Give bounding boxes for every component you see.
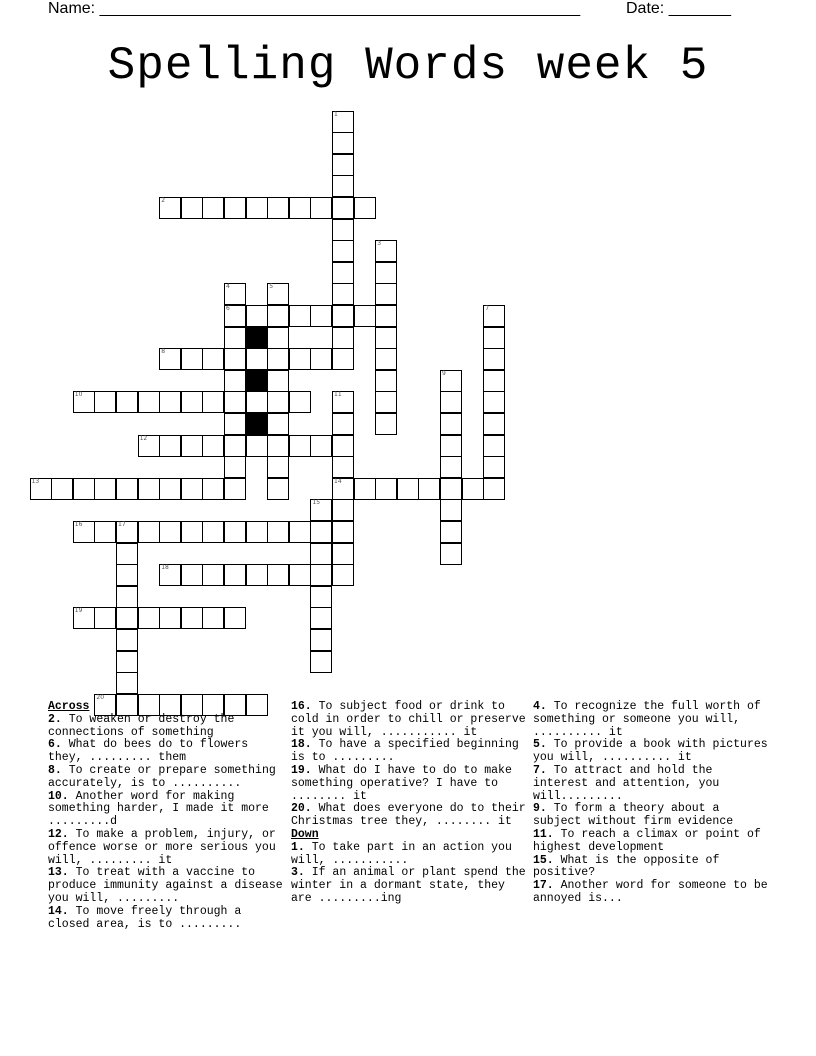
crossword-cell[interactable]: [224, 348, 246, 370]
crossword-cell[interactable]: [181, 607, 203, 629]
crossword-cell[interactable]: [224, 370, 246, 392]
clue-number-label: 1.: [291, 840, 305, 854]
crossword-cell[interactable]: [267, 564, 289, 586]
crossword-cell[interactable]: [440, 456, 462, 478]
clue-number-label: 18.: [291, 738, 312, 752]
crossword-cell[interactable]: [440, 499, 462, 521]
crossword-cell[interactable]: [267, 197, 289, 219]
crossword-cell[interactable]: [332, 111, 354, 133]
crossword-cell[interactable]: [202, 348, 224, 370]
crossword-cell[interactable]: [483, 305, 505, 327]
clues-column-3: [533, 701, 773, 906]
crossword-cell[interactable]: [159, 197, 181, 219]
clue-number-label: 20.: [291, 802, 312, 816]
crossword-cell[interactable]: [224, 478, 246, 500]
crossword-cell[interactable]: [289, 197, 311, 219]
crossword-cell[interactable]: [181, 478, 203, 500]
crossword-cell[interactable]: [332, 564, 354, 586]
clue-number: 8: [161, 348, 166, 356]
clue-number-label: 7.: [533, 763, 547, 777]
clue-item: [48, 714, 283, 740]
crossword-cell[interactable]: [224, 456, 246, 478]
crossword-cell[interactable]: [310, 499, 332, 521]
crossword-cell[interactable]: [246, 305, 268, 327]
clue-item: [291, 803, 526, 829]
crossword-cell[interactable]: [354, 197, 376, 219]
crossword-cell[interactable]: [224, 197, 246, 219]
crossword-cell[interactable]: [73, 607, 95, 629]
crossword-cell[interactable]: [267, 370, 289, 392]
crossword-cell[interactable]: [332, 327, 354, 349]
clue-number-label: 17.: [533, 879, 554, 893]
crossword-cell[interactable]: [440, 543, 462, 565]
crossword-cell[interactable]: [224, 305, 246, 327]
clue-item: [533, 855, 773, 881]
clue-text: To create or prepare something accurately, is to ..........: [48, 763, 276, 790]
crossword-cell[interactable]: [116, 607, 138, 629]
crossword-cell[interactable]: [138, 521, 160, 543]
crossword-cell[interactable]: [181, 564, 203, 586]
crossword-cell[interactable]: [224, 283, 246, 305]
crossword-cell[interactable]: [375, 413, 397, 435]
crossword-cell[interactable]: [375, 391, 397, 413]
crossword-cell[interactable]: [483, 391, 505, 413]
clue-number-label: 3.: [291, 866, 305, 880]
crossword-cell[interactable]: [375, 478, 397, 500]
crossword-cell[interactable]: [202, 521, 224, 543]
clue-text: Another word for someone to be annoyed is...: [533, 879, 768, 905]
crossword-cell[interactable]: [310, 435, 332, 457]
crossword-cell[interactable]: [310, 629, 332, 651]
crossword-cell[interactable]: [483, 456, 505, 478]
crossword-cell[interactable]: [267, 348, 289, 370]
crossword-cell[interactable]: [332, 543, 354, 565]
crossword-cell[interactable]: [224, 413, 246, 435]
clue-number: 9: [442, 369, 446, 377]
clue-number: 11: [334, 391, 342, 399]
clue-number-label: 6.: [48, 738, 62, 752]
crossword-cell[interactable]: [224, 435, 246, 457]
clue-number: 6: [226, 305, 230, 312]
crossword-cell[interactable]: [138, 607, 160, 629]
clue-number: 17: [118, 521, 126, 528]
crossword-cell[interactable]: [483, 435, 505, 457]
clue-text: To form a theory about a subject without firm evidence: [533, 802, 734, 829]
crossword-cell[interactable]: [159, 564, 181, 586]
crossword-cell[interactable]: [181, 435, 203, 457]
black-cell: [246, 327, 268, 349]
clue-item: [291, 867, 526, 905]
crossword-cell[interactable]: [332, 456, 354, 478]
date-field[interactable]: Date: _______: [626, 0, 731, 17]
crossword-cell[interactable]: [440, 435, 462, 457]
crossword-cell[interactable]: [332, 197, 354, 219]
crossword-cell[interactable]: [246, 348, 268, 370]
crossword-cell[interactable]: [159, 348, 181, 370]
clue-number-label: 8.: [48, 763, 62, 777]
crossword-cell[interactable]: [116, 521, 138, 543]
crossword-cell[interactable]: [332, 391, 354, 413]
crossword-cell[interactable]: [116, 543, 138, 565]
clue-item: [533, 739, 773, 765]
crossword-cell[interactable]: [332, 521, 354, 543]
crossword-cell[interactable]: [440, 478, 462, 500]
clue-item: [533, 803, 773, 829]
clue-number-label: 10.: [48, 789, 69, 803]
crossword-cell[interactable]: [483, 327, 505, 349]
crossword-cell[interactable]: [310, 564, 332, 586]
crossword-cell[interactable]: [375, 348, 397, 370]
crossword-cell[interactable]: [116, 629, 138, 651]
crossword-cell[interactable]: [332, 348, 354, 370]
crossword-cell[interactable]: [462, 478, 484, 500]
clue-number: 13: [31, 477, 40, 485]
crossword-cell[interactable]: [202, 607, 224, 629]
crossword-cell[interactable]: [138, 435, 160, 457]
crossword-cell[interactable]: [332, 499, 354, 521]
clue-text: To take part in an action you will, ...........: [291, 840, 512, 867]
across-heading: Across: [48, 700, 90, 713]
crossword-cell[interactable]: [332, 283, 354, 305]
clue-item: [291, 842, 526, 868]
crossword-cell[interactable]: [116, 478, 138, 500]
black-cell: [246, 413, 268, 435]
crossword-cell[interactable]: [94, 478, 116, 500]
crossword-cell[interactable]: [246, 197, 268, 219]
clue-number: 2: [161, 197, 166, 204]
crossword-cell[interactable]: [375, 240, 397, 262]
clue-number: 14: [334, 477, 342, 485]
crossword-cell[interactable]: [289, 305, 311, 327]
clue-text: To subject food or drink to cold in order to chill or preserve it you will, ........... it: [291, 700, 526, 739]
crossword-cell[interactable]: [159, 435, 181, 457]
clue-item: [533, 880, 773, 906]
clue-number: 15: [312, 499, 321, 507]
crossword-cell[interactable]: [332, 478, 354, 500]
clue-text: What do bees do to flowers they, ......... them: [48, 738, 249, 765]
clue-number: 10: [74, 391, 83, 399]
crossword-cell[interactable]: [440, 370, 462, 392]
crossword-cell[interactable]: [332, 262, 354, 284]
clue-number-label: 15.: [533, 853, 554, 867]
clue-item: [533, 701, 773, 739]
crossword-cell[interactable]: [332, 219, 354, 241]
crossword-cell[interactable]: [289, 521, 311, 543]
crossword-cell[interactable]: [116, 391, 138, 413]
crossword-cell[interactable]: [289, 435, 311, 457]
clue-item: [48, 739, 283, 765]
crossword-cell[interactable]: [94, 607, 116, 629]
crossword-cell[interactable]: [375, 262, 397, 284]
crossword-cell[interactable]: [224, 327, 246, 349]
crossword-cell[interactable]: [310, 348, 332, 370]
clue-text: If an animal or plant spend the winter in a dormant state, they are .........ing: [291, 866, 526, 905]
clue-number-label: 13.: [48, 866, 69, 880]
crossword-cell[interactable]: [310, 543, 332, 565]
crossword-cell[interactable]: [159, 521, 181, 543]
clue-number-label: 11.: [533, 827, 554, 841]
crossword-cell[interactable]: [181, 197, 203, 219]
crossword-cell[interactable]: [332, 240, 354, 262]
crossword-cell[interactable]: [440, 391, 462, 413]
black-cell: [246, 370, 268, 392]
crossword-cell[interactable]: [375, 283, 397, 305]
crossword-cell[interactable]: [375, 370, 397, 392]
crossword-cell[interactable]: [310, 607, 332, 629]
crossword-cell[interactable]: [332, 305, 354, 327]
clue-item: [48, 829, 283, 867]
clue-item: [291, 765, 526, 803]
clue-number: 1: [334, 110, 338, 118]
crossword-cell[interactable]: [181, 521, 203, 543]
clue-item: [48, 906, 283, 932]
clue-number-label: 14.: [48, 904, 69, 918]
clue-text: What is the opposite of positive?: [533, 853, 720, 880]
crossword-cell[interactable]: [224, 564, 246, 586]
crossword-cell[interactable]: [267, 283, 289, 305]
name-field[interactable]: Name: ______________________________________________________: [48, 0, 581, 17]
crossword-cell[interactable]: [310, 305, 332, 327]
crossword-cell[interactable]: [310, 197, 332, 219]
clue-number: 4: [226, 283, 230, 291]
crossword-cell[interactable]: [289, 348, 311, 370]
clue-text: To recognize the full worth of something or someone you will, .......... it: [533, 700, 761, 739]
clue-item: [533, 829, 773, 855]
crossword-cell[interactable]: [397, 478, 419, 500]
clue-number: 19: [74, 607, 83, 615]
clues-column-1: [48, 701, 283, 931]
crossword-cell[interactable]: [332, 132, 354, 154]
crossword-cell[interactable]: [159, 391, 181, 413]
crossword-cell[interactable]: [310, 521, 332, 543]
crossword-cell[interactable]: [418, 478, 440, 500]
clue-item: [48, 791, 283, 829]
crossword-cell[interactable]: [224, 607, 246, 629]
crossword-cell[interactable]: [246, 564, 268, 586]
crossword-cell[interactable]: [440, 413, 462, 435]
crossword-cell[interactable]: [332, 413, 354, 435]
crossword-cell[interactable]: [310, 651, 332, 673]
crossword-cell[interactable]: [181, 348, 203, 370]
clue-item: [48, 765, 283, 791]
clue-text: To have a specified beginning is to .........: [291, 738, 519, 765]
crossword-cell[interactable]: [73, 521, 95, 543]
crossword-cell[interactable]: [483, 370, 505, 392]
clue-number: 5: [269, 283, 274, 291]
clue-number: 16: [74, 521, 83, 528]
crossword-cell[interactable]: [246, 521, 268, 543]
clue-text: What does everyone do to their Christmas tree they, ........ it: [291, 802, 526, 829]
crossword-cell[interactable]: [483, 348, 505, 370]
crossword-cell[interactable]: [138, 478, 160, 500]
clue-text: Another word for making something harder, I made it more .........d: [48, 789, 269, 829]
crossword-cell[interactable]: [202, 391, 224, 413]
crossword-cell[interactable]: [354, 478, 376, 500]
crossword-cell[interactable]: [94, 391, 116, 413]
crossword-cell[interactable]: [332, 154, 354, 176]
page-title: Spelling Words week 5: [107, 40, 709, 92]
crossword-cell[interactable]: [440, 521, 462, 543]
clue-number-label: 9.: [533, 802, 547, 816]
clue-text: To reach a climax or point of highest development: [533, 827, 761, 854]
crossword-cell[interactable]: [159, 607, 181, 629]
crossword-cell[interactable]: [224, 391, 246, 413]
crossword-cell[interactable]: [310, 586, 332, 608]
crossword-cell[interactable]: [267, 521, 289, 543]
clue-text: To weaken or destroy the connections of something: [48, 712, 235, 739]
clue-number: 3: [377, 240, 382, 248]
crossword-cell[interactable]: [332, 175, 354, 197]
crossword-cell[interactable]: [73, 391, 95, 413]
crossword-cell[interactable]: [267, 391, 289, 413]
down-heading: Down: [291, 827, 319, 841]
clue-number: 18: [161, 564, 169, 572]
crossword-cell[interactable]: [483, 478, 505, 500]
crossword-cell[interactable]: [483, 413, 505, 435]
crossword-cell[interactable]: [181, 391, 203, 413]
crossword-cell[interactable]: [267, 456, 289, 478]
crossword-cell[interactable]: [116, 651, 138, 673]
clue-number-label: 5.: [533, 738, 547, 752]
crossword-cell[interactable]: [94, 521, 116, 543]
clue-number: 7: [485, 305, 490, 312]
crossword-cell[interactable]: [354, 305, 376, 327]
crossword-cell[interactable]: [30, 478, 52, 500]
crossword-cell[interactable]: [267, 478, 289, 500]
crossword-cell[interactable]: [375, 327, 397, 349]
clue-number-label: 2.: [48, 712, 62, 726]
clue-number-label: 4.: [533, 700, 547, 713]
crossword-cell[interactable]: [159, 478, 181, 500]
clue-item: [291, 701, 526, 739]
crossword-cell[interactable]: [116, 672, 138, 694]
clues-column-2: [291, 701, 526, 906]
crossword-cell[interactable]: [267, 305, 289, 327]
crossword-cell[interactable]: [267, 435, 289, 457]
clue-text: To make a problem, injury, or offence worse or more serious you will, ......... it: [48, 827, 276, 867]
clue-text: To attract and hold the interest and attention, you will.........: [533, 763, 720, 803]
crossword-cell[interactable]: [51, 478, 73, 500]
crossword-cell[interactable]: [267, 327, 289, 349]
crossword-cell[interactable]: [224, 521, 246, 543]
clue-text: To move freely through a closed area, is to .........: [48, 904, 242, 931]
crossword-cell[interactable]: [246, 391, 268, 413]
crossword-cell[interactable]: [202, 478, 224, 500]
clue-text: To provide a book with pictures you will, .......... it: [533, 738, 768, 765]
crossword-cell[interactable]: [289, 391, 311, 413]
crossword-cell[interactable]: [202, 197, 224, 219]
clue-number-label: 19.: [291, 763, 312, 777]
clue-item: [291, 739, 526, 765]
clue-item: [48, 867, 283, 905]
crossword-cell[interactable]: [73, 478, 95, 500]
crossword-cell[interactable]: [202, 435, 224, 457]
clue-text: To treat with a vaccine to produce immunity against a disease you will, .........: [48, 866, 283, 905]
clue-number-label: 16.: [291, 700, 312, 713]
crossword-cell[interactable]: [116, 564, 138, 586]
crossword-cell[interactable]: [332, 435, 354, 457]
crossword-cell[interactable]: [267, 413, 289, 435]
crossword-cell[interactable]: [116, 586, 138, 608]
clue-number: 20: [96, 693, 105, 701]
clue-text: What do I have to do to make something operative? I have to ........ it: [291, 763, 512, 803]
clue-item: [533, 765, 773, 803]
clue-number: 12: [139, 434, 148, 442]
crossword-cell[interactable]: [138, 391, 160, 413]
crossword-cell[interactable]: [375, 305, 397, 327]
crossword-cell[interactable]: [202, 564, 224, 586]
clue-number-label: 12.: [48, 827, 69, 841]
crossword-cell[interactable]: [246, 435, 268, 457]
crossword-cell[interactable]: [289, 564, 311, 586]
